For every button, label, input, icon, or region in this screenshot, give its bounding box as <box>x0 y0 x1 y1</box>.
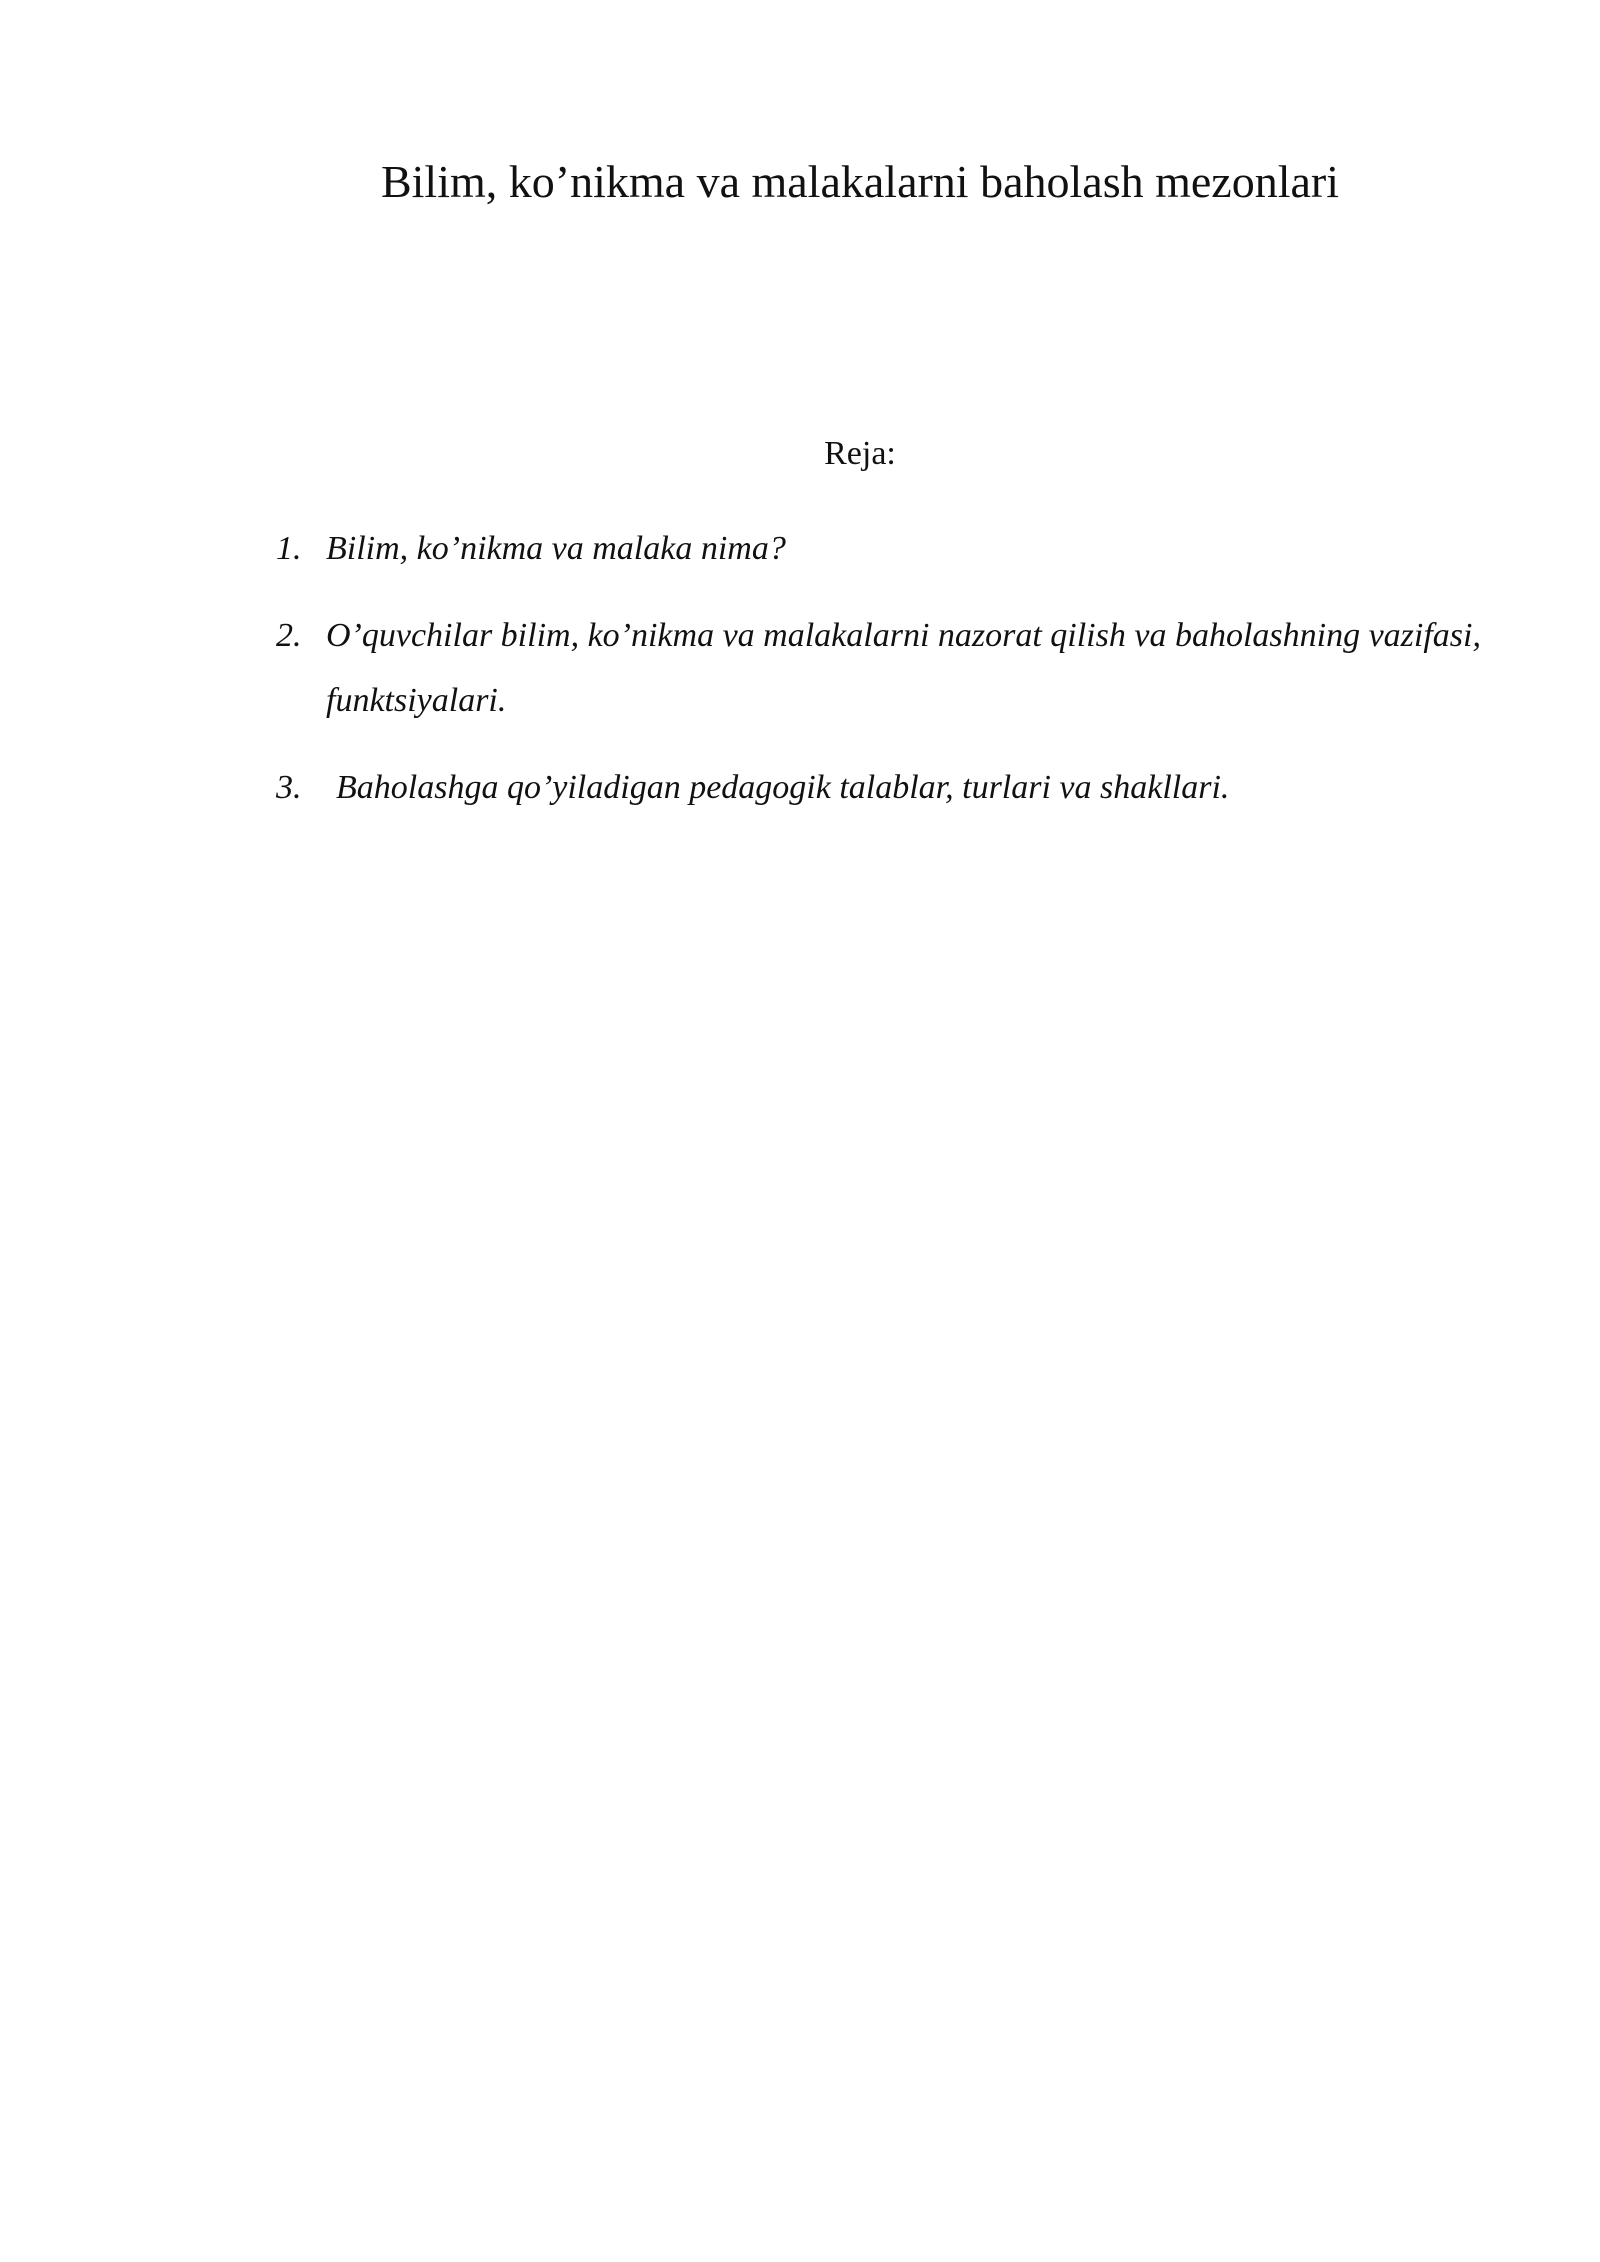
page-title: Bilim, ko’nikma va malakalarni baholash mezonlari <box>380 156 1340 207</box>
list-item-number: 1. <box>276 530 302 567</box>
list-item-text: Baholashga qo’yiladigan pedagogik talablar, turlari va shakllari. <box>336 769 1230 806</box>
list-item <box>276 603 1506 733</box>
plan-list <box>276 516 1506 842</box>
list-item-number: 2. <box>276 617 302 654</box>
list-item-text: O’quvchilar bilim, ko’nikma va malakalarni nazorat qilish va baholashning vazifasi, funktsiyalari. <box>326 617 1481 719</box>
list-item-number: 3. <box>276 769 302 806</box>
plan-heading: Reja: <box>824 435 896 472</box>
list-item-text: Bilim, ko’nikma va malaka nima? <box>326 530 786 567</box>
list-item <box>276 755 1506 820</box>
list-item <box>276 516 1506 581</box>
